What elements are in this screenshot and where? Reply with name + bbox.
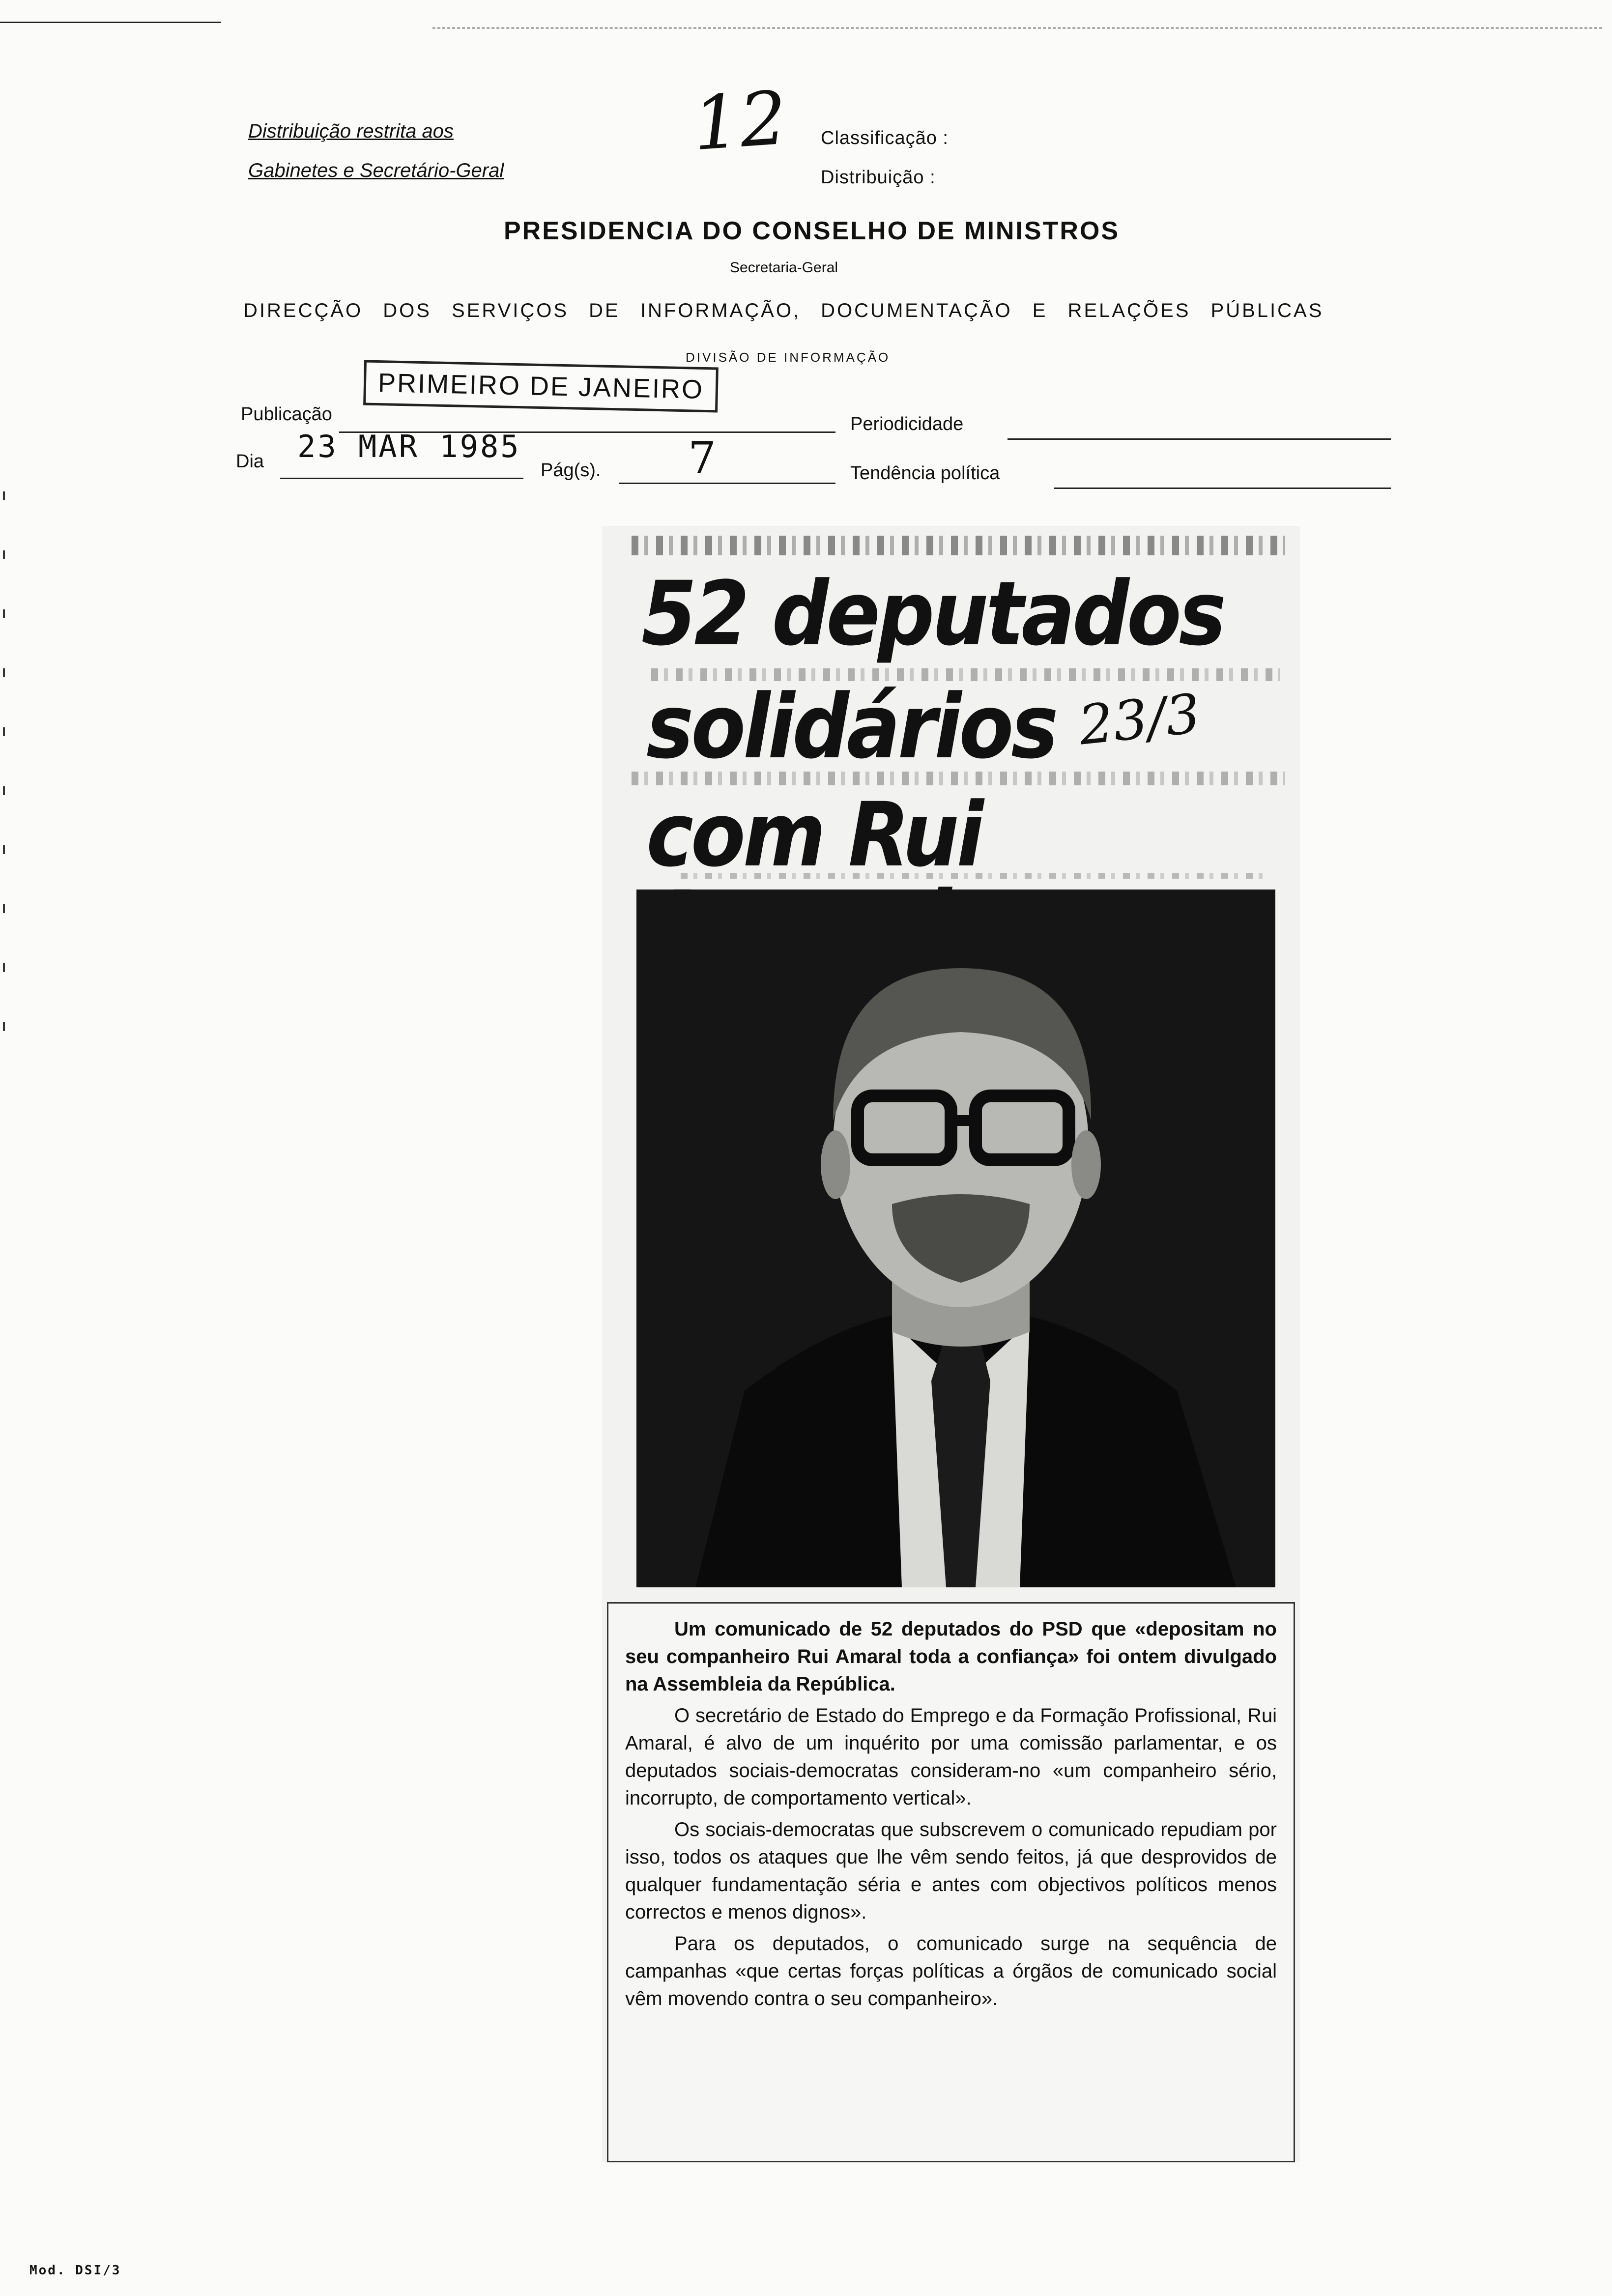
- periodicidade-line: [1008, 438, 1391, 440]
- dia-label: Dia: [236, 451, 264, 472]
- article-paragraph-2: O secretário de Estado do Emprego e da Formação Profissional, Rui Amaral, é alvo de um inquérito por uma comissão parlamentar, e os deputados sociais-democratas consideram-no «um companheiro sério, incorrupto, de comportamento vertical».: [625, 1705, 1277, 1809]
- clipping-noise-mid-2: [632, 772, 1285, 785]
- date-stamp: 23 MAR 1985: [297, 429, 521, 464]
- model-code: Mod. DSI/3: [29, 2263, 121, 2278]
- secretaria-label: Secretaria-Geral: [730, 259, 838, 276]
- pags-value: 7: [688, 432, 717, 484]
- periodicidade-label: Periodicidade: [850, 414, 964, 434]
- article-paragraph-1: Um comunicado de 52 deputados do PSD que «depositam no seu companheiro Rui Amaral toda a confiança» foi ontem divulgado na Assembleia da República.: [625, 1618, 1277, 1695]
- tendencia-label: Tendência política: [850, 463, 1000, 484]
- article-body: [607, 1602, 1295, 2162]
- publication-stamp: PRIMEIRO DE JANEIRO: [363, 360, 719, 412]
- portrait-photo: [636, 890, 1275, 1587]
- classificacao-label: Classificação :: [821, 128, 949, 148]
- handwritten-number: 12: [690, 75, 790, 168]
- distribution-line-2: Gabinetes e Secretário-Geral: [248, 160, 504, 181]
- distribuicao-label: Distribuição :: [821, 167, 936, 188]
- pags-label: Pág(s).: [541, 460, 601, 481]
- dia-line: [280, 478, 523, 479]
- page-title: PRESIDENCIA DO CONSELHO DE MINISTROS: [504, 217, 1120, 245]
- divisao-label: DIVISÃO DE INFORMAÇÃO: [686, 350, 891, 365]
- headline-line-2: solidários: [646, 676, 1056, 778]
- pags-line: [619, 483, 835, 484]
- clipping-noise-top: [632, 536, 1285, 555]
- newspaper-clipping: [602, 526, 1300, 2162]
- direccao-label: DIRECÇÃO DOS SERVIÇOS DE INFORMAÇÃO, DOCUMENTAÇÃO E RELAÇÕES PÚBLICAS: [243, 300, 1324, 321]
- scan-edge-line-right: [432, 28, 1602, 29]
- headline-line-1: 52 deputados: [641, 563, 1224, 665]
- article-paragraph-4: Para os deputados, o comunicado surge na sequência de campanhas «que certas forças políticas a órgãos de comunicado social vêm movendo contra o seu companheiro».: [625, 1933, 1277, 2009]
- handwritten-clip-date: 23/3: [1075, 682, 1204, 757]
- clipping-noise-mid-3: [681, 873, 1270, 879]
- portrait-drawing: [636, 890, 1275, 1587]
- distribution-line-1: Distribuição restrita aos: [248, 120, 454, 142]
- scan-edge-line-left: [0, 22, 221, 23]
- publicacao-label: Publicação: [241, 404, 332, 425]
- headline-line-3: com Rui: [646, 784, 981, 887]
- article-paragraph-3: Os sociais-democratas que subscrevem o comunicado repudiam por isso, todos os ataques que lhe vêm sendo feitos, já que desprovidos de qualquer fundamentação séria e antes com objectivos políticos menos correctos e menos dignos».: [625, 1819, 1277, 1923]
- tendencia-line: [1054, 488, 1391, 489]
- margin-mark: [3, 491, 5, 1081]
